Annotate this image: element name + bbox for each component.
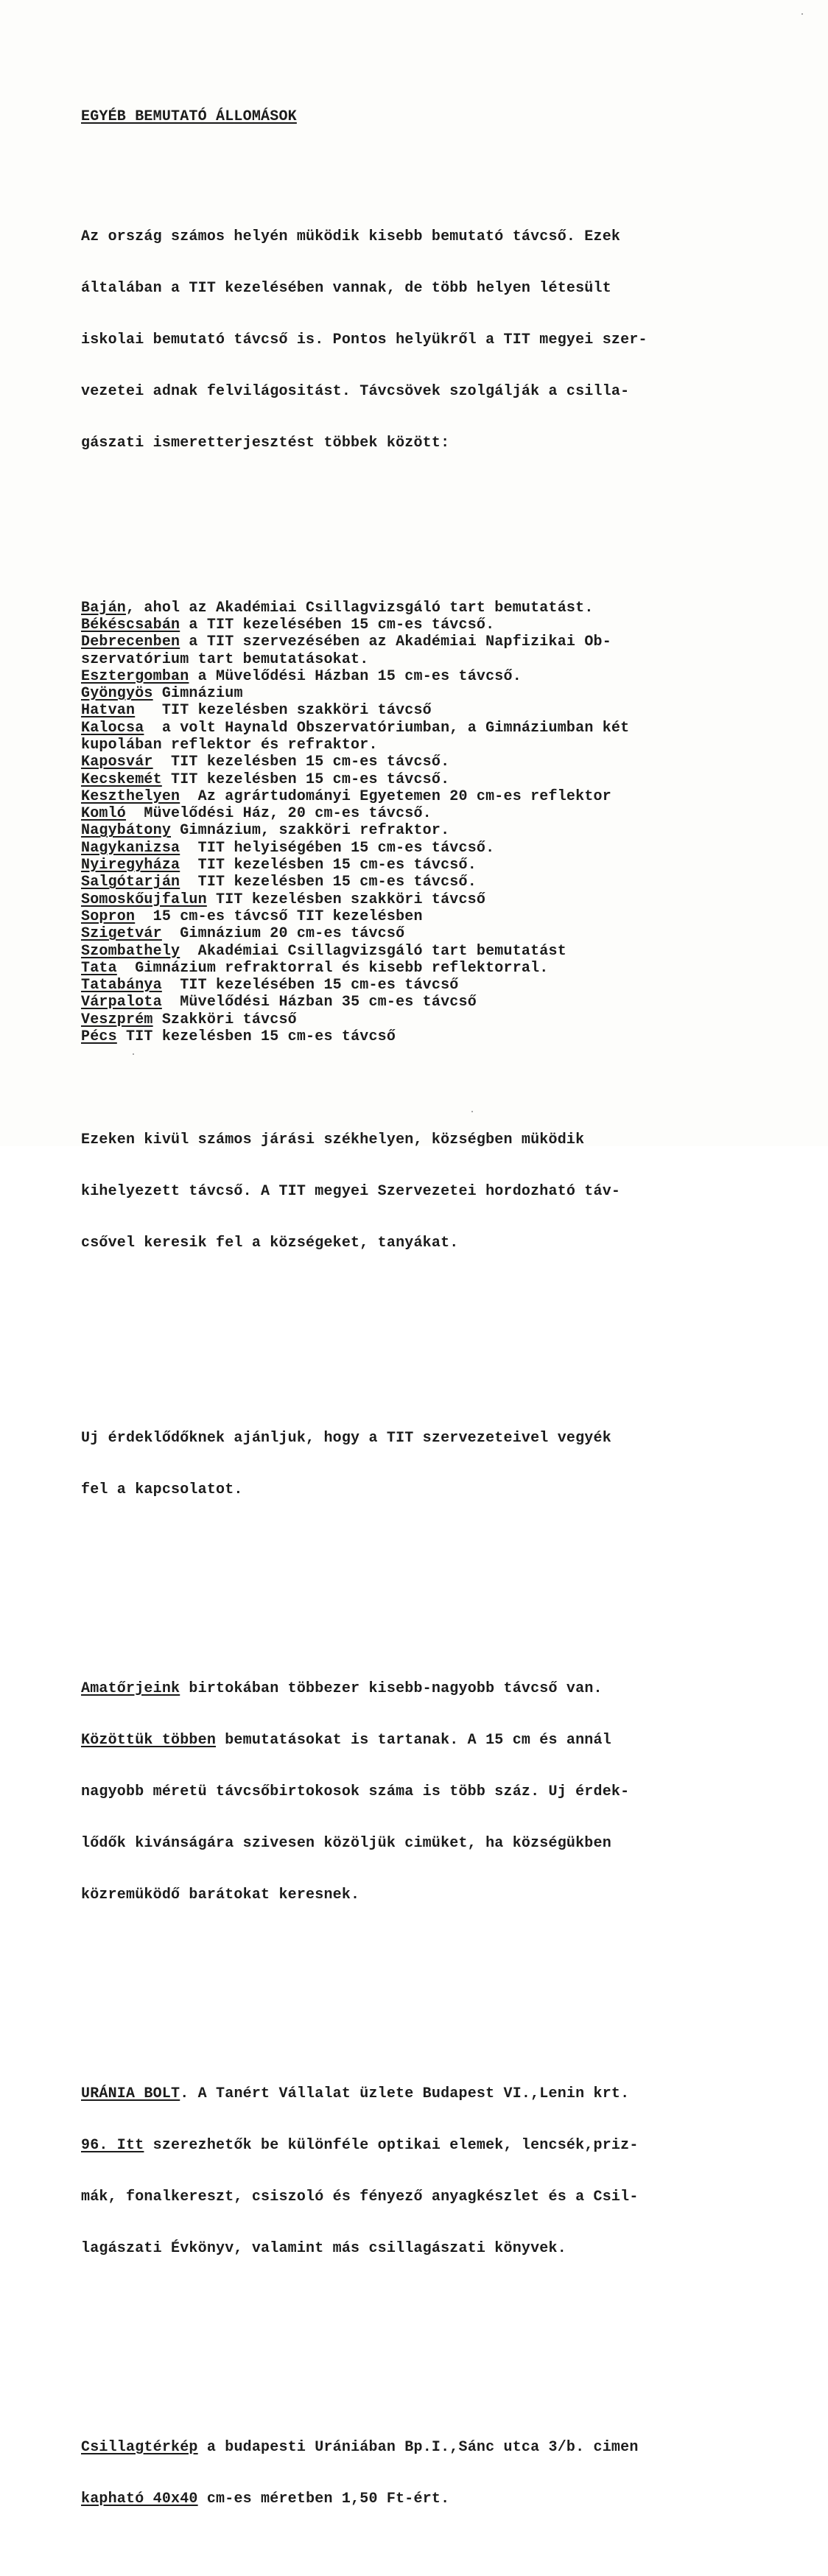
station-line xyxy=(81,651,744,668)
amateurs-text: bemutatásokat is tartanak. A 15 cm és annál xyxy=(216,1731,611,1749)
station-line xyxy=(81,805,744,822)
newcomers-line: Uj érdeklődőknek ajánljuk, hogy a TIT szervezeteivel vegyék xyxy=(81,1429,611,1447)
paper-speck xyxy=(801,13,803,15)
intro-line: gászati ismeretterjesztést többek között: xyxy=(81,434,450,452)
station-text: , ahol az Akadémiai Csillagvizsgáló tart bemutatást. xyxy=(126,599,594,617)
station-line xyxy=(81,754,744,771)
station-line xyxy=(81,977,744,994)
station-line xyxy=(81,943,744,960)
station-line xyxy=(81,1028,744,1045)
station-text: TIT kezelésében 15 cm-es távcső xyxy=(161,977,459,994)
station-place: Keszthelyen xyxy=(81,787,180,805)
station-line xyxy=(81,960,744,977)
outro-line: kihelyezett távcső. A TIT megyei Szervezetei hordozható táv- xyxy=(81,1182,621,1200)
station-text: szervatórium tart bemutatásokat. xyxy=(81,650,369,668)
amateurs-line xyxy=(81,1732,744,1749)
document-body xyxy=(81,74,744,2576)
station-text: TIT kezelésben 15 cm-es távcső. xyxy=(180,874,477,891)
starmap-text: cm-es méretben 1,50 Ft-ért. xyxy=(197,2490,450,2507)
station-line xyxy=(81,874,744,891)
amateurs-lead: Amatőrjeink xyxy=(81,1680,180,1698)
urania-second-lead: 96. Itt xyxy=(81,2136,144,2154)
intro-line: Az ország számos helyén müködik kisebb bemutató távcső. Ezek xyxy=(81,228,621,246)
station-text: a volt Haynald Obszervatóriumban, a Gimnáziumban két xyxy=(144,719,630,737)
station-line xyxy=(81,737,744,754)
station-text: TIT kezelésben 15 cm-es távcső. xyxy=(180,857,477,874)
station-place: Sopron xyxy=(81,908,136,925)
station-line xyxy=(81,788,744,805)
station-text: TIT kezelésben szakköri távcső xyxy=(135,702,432,720)
station-text: TIT helyiségében 15 cm-es távcső. xyxy=(180,839,495,857)
station-place: Nyiregyháza xyxy=(81,857,180,874)
station-text: a TIT kezelésében 15 cm-es távcső. xyxy=(180,616,495,634)
newcomers-line: fel a kapcsolatot. xyxy=(81,1481,243,1498)
station-text: TIT kezelésben 15 cm-es távcső xyxy=(116,1028,396,1046)
station-text: Gimnázium, szakköri refraktor. xyxy=(171,822,450,840)
amateurs-line xyxy=(81,1680,744,1697)
paragraph-gap xyxy=(81,2342,744,2353)
station-text: TIT kezelésben szakköri távcső xyxy=(206,891,486,908)
station-line xyxy=(81,857,744,874)
paragraph-gap xyxy=(81,1337,744,1344)
station-line xyxy=(81,822,744,839)
urania-line xyxy=(81,2085,744,2102)
intro-line: iskolai bemutató távcső is. Pontos helyükről a TIT megyei szer- xyxy=(81,331,648,349)
station-line xyxy=(81,840,744,857)
station-text: Gimnázium xyxy=(152,685,243,703)
station-place: Salgótarján xyxy=(81,874,180,891)
outro-line: csővel keresik fel a községeket, tanyákat. xyxy=(81,1234,459,1252)
paper-speck xyxy=(133,1053,134,1055)
urania-line xyxy=(81,2137,744,2154)
station-line xyxy=(81,891,744,908)
station-line xyxy=(81,771,744,788)
station-place: Szombathely xyxy=(81,942,180,960)
station-text: Az agrártudományi Egyetemen 20 cm-es reflektor xyxy=(180,787,611,805)
station-text: Gimnázium 20 cm-es távcső xyxy=(161,925,405,943)
starmap-lead: Csillagtérkép xyxy=(81,2438,198,2456)
station-line xyxy=(81,720,744,737)
urania-text: . A Tanért Vállalat üzlete Budapest VI.,Lenin krt. xyxy=(180,2085,630,2102)
urania-paragraph xyxy=(81,2051,744,2291)
paragraph-gap xyxy=(81,1584,744,1595)
station-line xyxy=(81,634,744,650)
outro-line: Ezeken kivül számos járási székhelyen, községben müködik xyxy=(81,1131,585,1148)
station-text: Müvelődési Ház, 20 cm-es távcső. xyxy=(126,805,432,823)
station-place: Komló xyxy=(81,805,127,823)
station-place: Somoskőujfalun xyxy=(81,891,207,908)
station-place: Esztergomban xyxy=(81,667,189,685)
amateurs-line: nagyobb méretü távcsőbirtokosok száma is több száz. Uj érdek- xyxy=(81,1783,630,1800)
station-text: a Müvelődési Házban 15 cm-es távcső. xyxy=(189,667,522,685)
station-text: TIT kezelésben 15 cm-es távcső. xyxy=(152,754,450,771)
paragraph-gap xyxy=(81,538,744,548)
station-place: Nagykanizsa xyxy=(81,839,180,857)
paragraph-gap xyxy=(81,1989,744,1999)
station-text: 15 cm-es távcső TIT kezelésben xyxy=(135,908,423,925)
station-place: Baján xyxy=(81,599,127,617)
station-line xyxy=(81,925,744,942)
station-line xyxy=(81,994,744,1011)
station-text: Gimnázium refraktorral és kisebb reflektorral. xyxy=(116,959,549,977)
station-list xyxy=(81,600,744,1046)
urania-line: lagászati Évkönyv, valamint más csillagászati könyvek. xyxy=(81,2239,566,2257)
station-place: Szigetvár xyxy=(81,925,162,943)
starmap-line xyxy=(81,2491,744,2507)
station-text: TIT kezelésben 15 cm-es távcső. xyxy=(161,771,450,788)
station-line xyxy=(81,668,744,685)
intro-line: általában a TIT kezelésében vannak, de több helyen létesült xyxy=(81,280,611,298)
station-place: Várpalota xyxy=(81,994,162,1011)
station-text: Akadémiai Csillagvizsgáló tart bemutatást xyxy=(180,942,566,960)
station-text: Szakköri távcső xyxy=(152,1011,297,1028)
amateurs-line: lődők kivánságára szivesen közöljük cimüket, ha községükben xyxy=(81,1834,611,1852)
urania-line: mák, fonalkereszt, csiszoló és fényező anyagkészlet és a Csil- xyxy=(81,2188,639,2205)
station-place: Hatvan xyxy=(81,702,136,720)
station-place: Pécs xyxy=(81,1028,117,1046)
station-place: Tata xyxy=(81,959,117,977)
amateurs-line: közremüködő barátokat keresnek. xyxy=(81,1886,360,1903)
station-line xyxy=(81,1011,744,1028)
page-title: EGYÉB BEMUTATÓ ÁLLOMÁSOK xyxy=(81,108,297,125)
newcomers-paragraph xyxy=(81,1395,744,1532)
amateurs-text: birtokában többezer kisebb-nagyobb távcső van. xyxy=(180,1680,603,1698)
amateurs-paragraph xyxy=(81,1646,744,1937)
station-place: Békéscsabán xyxy=(81,616,180,634)
urania-text: szerezhetők be különféle optikai elemek, lencsék,priz- xyxy=(144,2136,639,2154)
station-line xyxy=(81,908,744,925)
station-line xyxy=(81,617,744,634)
station-place: Tatabánya xyxy=(81,977,162,994)
outro-paragraph xyxy=(81,1097,744,1285)
starmap-paragraph xyxy=(81,2404,744,2541)
station-text: kupolában reflektor és refraktor. xyxy=(81,736,378,754)
station-line xyxy=(81,600,744,617)
paper-speck xyxy=(471,1111,473,1112)
intro-paragraph xyxy=(81,194,744,486)
station-text: a TIT szervezésében az Akadémiai Napfizikai Ob- xyxy=(180,634,611,651)
station-line xyxy=(81,685,744,702)
station-place: Kalocsa xyxy=(81,719,144,737)
station-place: Kecskemét xyxy=(81,771,162,788)
starmap-text: a budapesti Urániában Bp.I.,Sánc utca 3/b. cimen xyxy=(197,2438,639,2456)
station-line xyxy=(81,702,744,719)
starmap-line xyxy=(81,2439,744,2456)
starmap-second-lead: kapható 40x40 xyxy=(81,2490,198,2507)
station-place: Kaposvár xyxy=(81,754,153,771)
station-place: Nagybátony xyxy=(81,822,172,840)
station-place: Veszprém xyxy=(81,1011,153,1028)
amateurs-second-lead: Közöttük többen xyxy=(81,1731,217,1749)
urania-lead: URÁNIA BOLT xyxy=(81,2085,180,2102)
station-place: Debrecenben xyxy=(81,634,180,651)
station-text: Müvelődési Házban 35 cm-es távcső xyxy=(161,994,477,1011)
station-place: Gyöngyös xyxy=(81,685,153,703)
intro-line: vezetei adnak felvilágositást. Távcsövek szolgálják a csilla- xyxy=(81,383,630,401)
